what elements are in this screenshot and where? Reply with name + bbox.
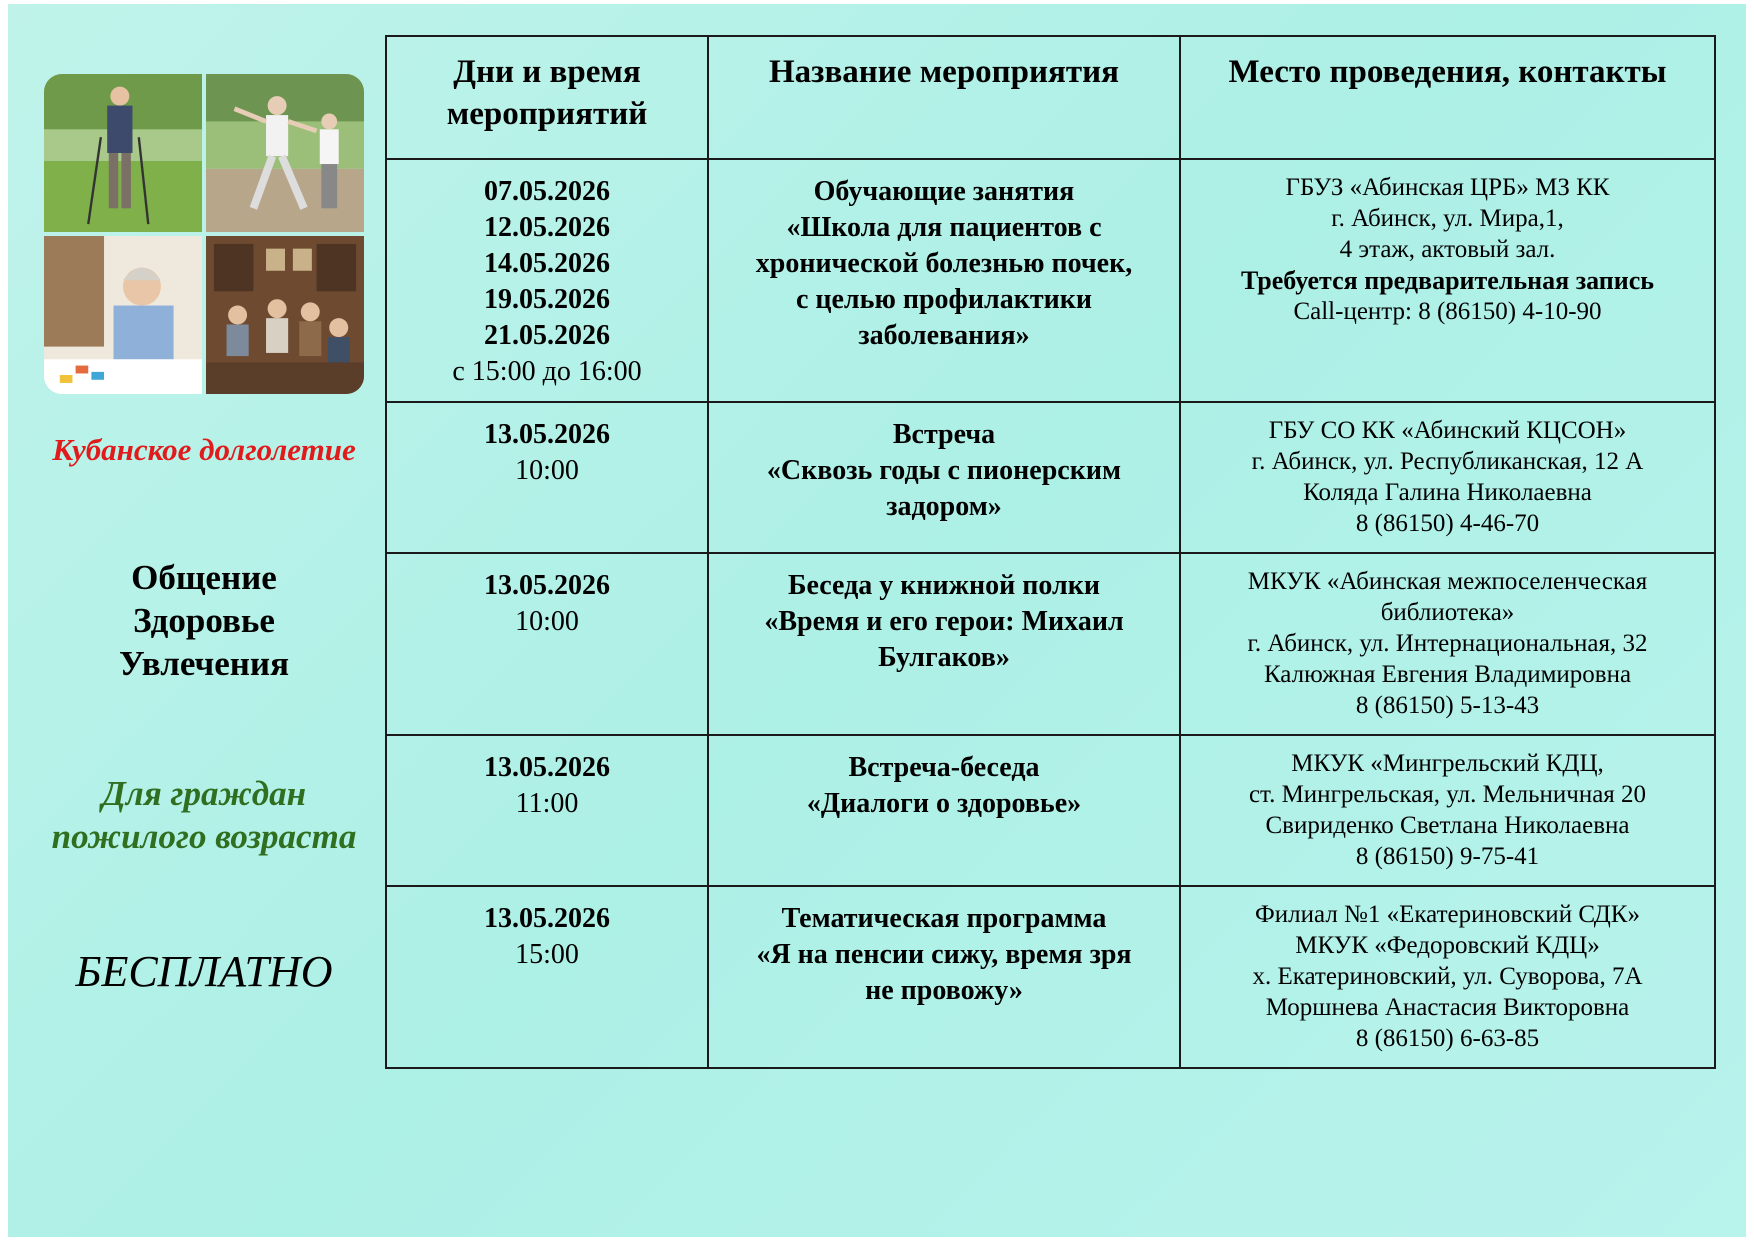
event-date: 13.05.2026 <box>484 419 610 450</box>
table-row <box>386 402 1715 553</box>
table-header-row <box>386 36 1715 159</box>
event-name-cell <box>708 553 1180 735</box>
event-name-line: не провожу» <box>865 975 1023 1006</box>
event-date: 21.05.2026 <box>484 320 610 351</box>
event-time: 10:00 <box>515 606 579 637</box>
theme-hobbies: Увлечения <box>118 644 290 683</box>
events-schedule-table <box>385 35 1716 1069</box>
place-line: Филиал №1 «Екатериновский СДК» <box>1255 901 1640 928</box>
place-line: 8 (86150) 6-63-85 <box>1355 1025 1540 1052</box>
event-time: с 15:00 до 16:00 <box>452 356 642 387</box>
place-line: Коляда Галина Николаевна <box>1303 479 1592 506</box>
event-place-cell <box>1180 553 1715 735</box>
place-line: 8 (86150) 5-13-43 <box>1355 692 1540 719</box>
themes-block <box>8 556 400 685</box>
place-line: ст. Мингрельская, ул. Мельничная 20 <box>1248 781 1647 808</box>
place-line: 8 (86150) 9-75-41 <box>1355 843 1540 870</box>
place-line: МКУК «Федоровский КДЦ» <box>1295 932 1600 959</box>
place-line: МКУК «Абинская межпоселенческая <box>1247 568 1648 595</box>
event-time: 15:00 <box>515 939 579 970</box>
event-name-cell <box>708 402 1180 553</box>
event-place-cell <box>1180 886 1715 1068</box>
table-row <box>386 886 1715 1068</box>
theme-health: Здоровье <box>133 601 275 640</box>
event-name-line: «Школа для пациентов с <box>786 212 1102 243</box>
event-date: 14.05.2026 <box>484 248 610 279</box>
event-date: 13.05.2026 <box>484 570 610 601</box>
header-date: Дни и время мероприятий <box>386 36 708 159</box>
event-name-line: «Время и его герои: Михаил <box>764 606 1124 637</box>
call-center-phone: Call-центр: 8 (86150) 4-10-90 <box>1293 298 1602 325</box>
event-name-line: «Сквозь годы с пионерским <box>766 455 1122 486</box>
photo-collage <box>44 74 364 394</box>
event-name-line: Булгаков» <box>878 642 1010 673</box>
event-place-cell <box>1180 735 1715 886</box>
place-line: г. Абинск, ул. Интернациональная, 32 <box>1247 630 1648 657</box>
event-name-line: заболевания» <box>858 320 1030 351</box>
header-event-name: Название мероприятия <box>708 36 1180 159</box>
table-row <box>386 735 1715 886</box>
event-date: 13.05.2026 <box>484 903 610 934</box>
place-line: г. Абинск, ул. Мира,1, <box>1331 205 1564 232</box>
place-line: Калюжная Евгения Владимировна <box>1263 661 1632 688</box>
event-date: 07.05.2026 <box>484 176 610 207</box>
event-time: 11:00 <box>515 788 579 819</box>
place-line: библиотека» <box>1380 599 1515 626</box>
event-date-cell <box>386 553 708 735</box>
event-date-cell <box>386 886 708 1068</box>
event-place-cell <box>1180 159 1715 402</box>
event-date: 19.05.2026 <box>484 284 610 315</box>
event-name-line: Обучающие занятия <box>813 176 1075 207</box>
event-date: 13.05.2026 <box>484 752 610 783</box>
elderly-women-exercising-photo <box>206 74 364 232</box>
event-place-cell <box>1180 402 1715 553</box>
place-line: Моршнева Анастасия Викторовна <box>1265 994 1630 1021</box>
place-line: х. Екатериновский, ул. Суворова, 7А <box>1252 963 1643 990</box>
event-name-cell <box>708 886 1180 1068</box>
elderly-man-nordic-walking-photo <box>44 74 202 232</box>
header-place-contacts: Место проведения, контакты <box>1180 36 1715 159</box>
place-line: ГБУЗ «Абинская ЦРБ» МЗ КК <box>1285 174 1610 201</box>
poster-page <box>8 4 1746 1237</box>
event-name-line: Тематическая программа <box>781 903 1107 934</box>
place-line: г. Абинск, ул. Республиканская, 12 А <box>1251 448 1644 475</box>
event-name-cell <box>708 159 1180 402</box>
event-name-line: Беседа у книжной полки <box>788 570 1100 601</box>
theme-communication: Общение <box>131 558 277 597</box>
place-line: 4 этаж, актовый зал. <box>1339 236 1556 263</box>
event-date-cell <box>386 735 708 886</box>
seniors-in-library-photo <box>206 236 364 394</box>
free-label: БЕСПЛАТНО <box>75 947 333 996</box>
event-name-line: Встреча-беседа <box>848 752 1040 783</box>
event-date: 12.05.2026 <box>484 212 610 243</box>
table-row <box>386 159 1715 402</box>
place-line: Свириденко Светлана Николаевна <box>1265 812 1630 839</box>
place-line: ГБУ СО КК «Абинский КЦСОН» <box>1268 417 1627 444</box>
audience-label <box>8 772 400 858</box>
audience-line-2: пожилого возраста <box>51 817 357 856</box>
table-row <box>386 553 1715 735</box>
program-title: Кубанское долголетие <box>52 432 356 467</box>
event-name-line: Встреча <box>892 419 996 450</box>
event-name-line: с целью профилактики <box>795 284 1093 315</box>
event-name-line: задором» <box>886 491 1002 522</box>
event-name-line: «Я на пенсии сижу, время зря <box>756 939 1132 970</box>
event-date-cell <box>386 159 708 402</box>
event-date-cell <box>386 402 708 553</box>
elderly-woman-painting-photo <box>44 236 202 394</box>
place-line: МКУК «Мингрельский КДЦ, <box>1291 750 1604 777</box>
place-line: 8 (86150) 4-46-70 <box>1355 510 1540 537</box>
event-time: 10:00 <box>515 455 579 486</box>
event-name-cell <box>708 735 1180 886</box>
registration-required-note: Требуется предварительная запись <box>1240 266 1655 295</box>
event-name-line: «Диалоги о здоровье» <box>806 788 1082 819</box>
event-name-line: хронической болезнью почек, <box>755 248 1133 279</box>
audience-line-1: Для граждан <box>101 774 307 813</box>
